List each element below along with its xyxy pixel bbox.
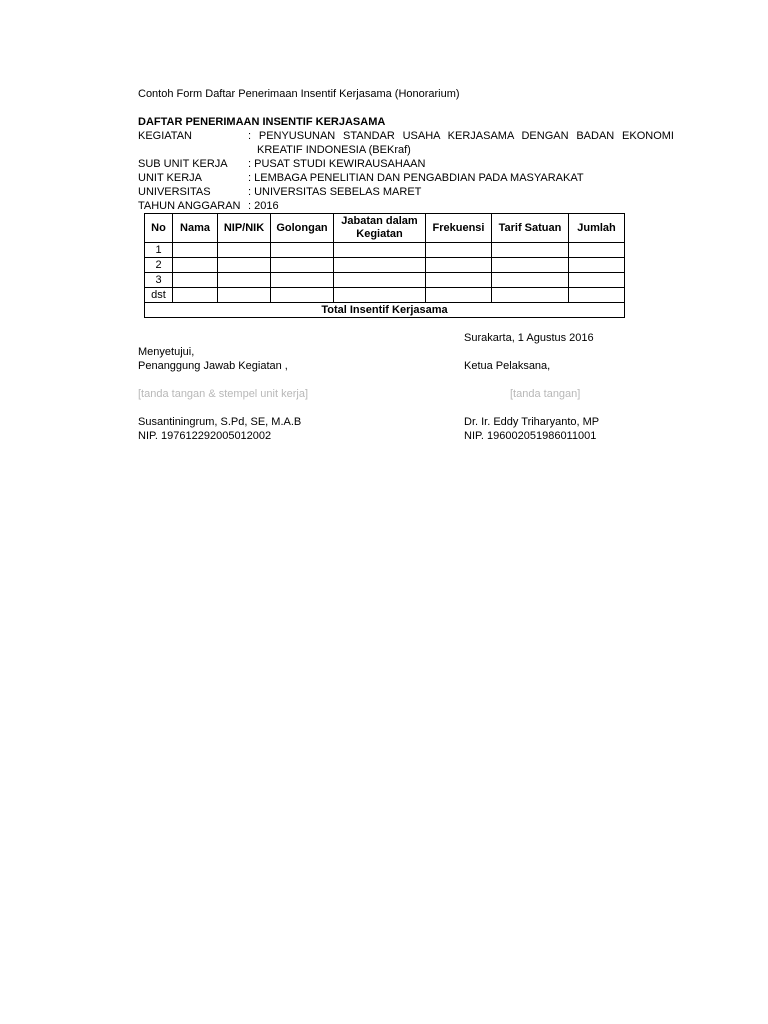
universitas-label: UNIVERSITAS [138, 186, 211, 198]
row-number: dst [145, 288, 173, 303]
right-signer-name: Dr. Ir. Eddy Triharyanto, MP [464, 416, 600, 428]
table-row [145, 258, 625, 273]
col-no-header: No [145, 214, 173, 243]
tahun-value: : 2016 [248, 200, 279, 212]
row-number: 3 [145, 273, 173, 288]
left-signer-role: Penanggung Jawab Kegiatan , [138, 360, 288, 372]
col-golongan-header: Golongan [271, 214, 334, 243]
table-header-row [145, 214, 625, 243]
col-nama-header: Nama [173, 214, 218, 243]
left-signature-placeholder: [tanda tangan & stempel unit kerja] [138, 388, 308, 400]
col-jabatan-header: Jabatan dalam Kegiatan [334, 214, 426, 243]
approval-label: Menyetujui, [138, 346, 195, 358]
table-row [145, 273, 625, 288]
sub-unit-label: SUB UNIT KERJA [138, 158, 228, 170]
tahun-label: TAHUN ANGGARAN [138, 200, 241, 212]
left-signer-nip: NIP. 197612292005012002 [138, 430, 272, 442]
kegiatan-value-line2: KREATIF INDONESIA (BEKraf) [257, 144, 411, 156]
right-signer-role: Ketua Pelaksana, [464, 360, 551, 372]
right-signature-placeholder: [tanda tangan] [510, 388, 581, 400]
kegiatan-value-line1: : PENYUSUNAN STANDAR USAHA KERJASAMA DENGAN BADAN EKONOMI [248, 130, 674, 142]
right-signer-nip: NIP. 196002051986011001 [464, 430, 597, 442]
form-caption: Contoh Form Daftar Penerimaan Insentif Kerjasama (Honorarium) [138, 88, 460, 100]
place-date: Surakarta, 1 Agustus 2016 [464, 332, 594, 344]
row-number: 2 [145, 258, 173, 273]
col-frekuensi-header: Frekuensi [426, 214, 492, 243]
table-row [145, 243, 625, 258]
row-number: 1 [145, 243, 173, 258]
kegiatan-label: KEGIATAN [138, 130, 192, 142]
total-label: Total Insentif Kerjasama [145, 303, 625, 318]
col-jumlah-header: Jumlah [569, 214, 625, 243]
table-row [145, 288, 625, 303]
sub-unit-value: : PUSAT STUDI KEWIRAUSAHAAN [248, 158, 426, 170]
left-signer-name: Susantiningrum, S.Pd, SE, M.A.B [138, 416, 302, 428]
incentive-table [144, 213, 625, 318]
col-nip-header: NIP/NIK [218, 214, 271, 243]
unit-value: : LEMBAGA PENELITIAN DAN PENGABDIAN PADA MASYARAKAT [248, 172, 584, 184]
table-total-row [145, 303, 625, 318]
universitas-value: : UNIVERSITAS SEBELAS MARET [248, 186, 422, 198]
document-heading: DAFTAR PENERIMAAN INSENTIF KERJASAMA [138, 116, 386, 128]
unit-label: UNIT KERJA [138, 172, 202, 184]
col-tarif-header: Tarif Satuan [492, 214, 569, 243]
